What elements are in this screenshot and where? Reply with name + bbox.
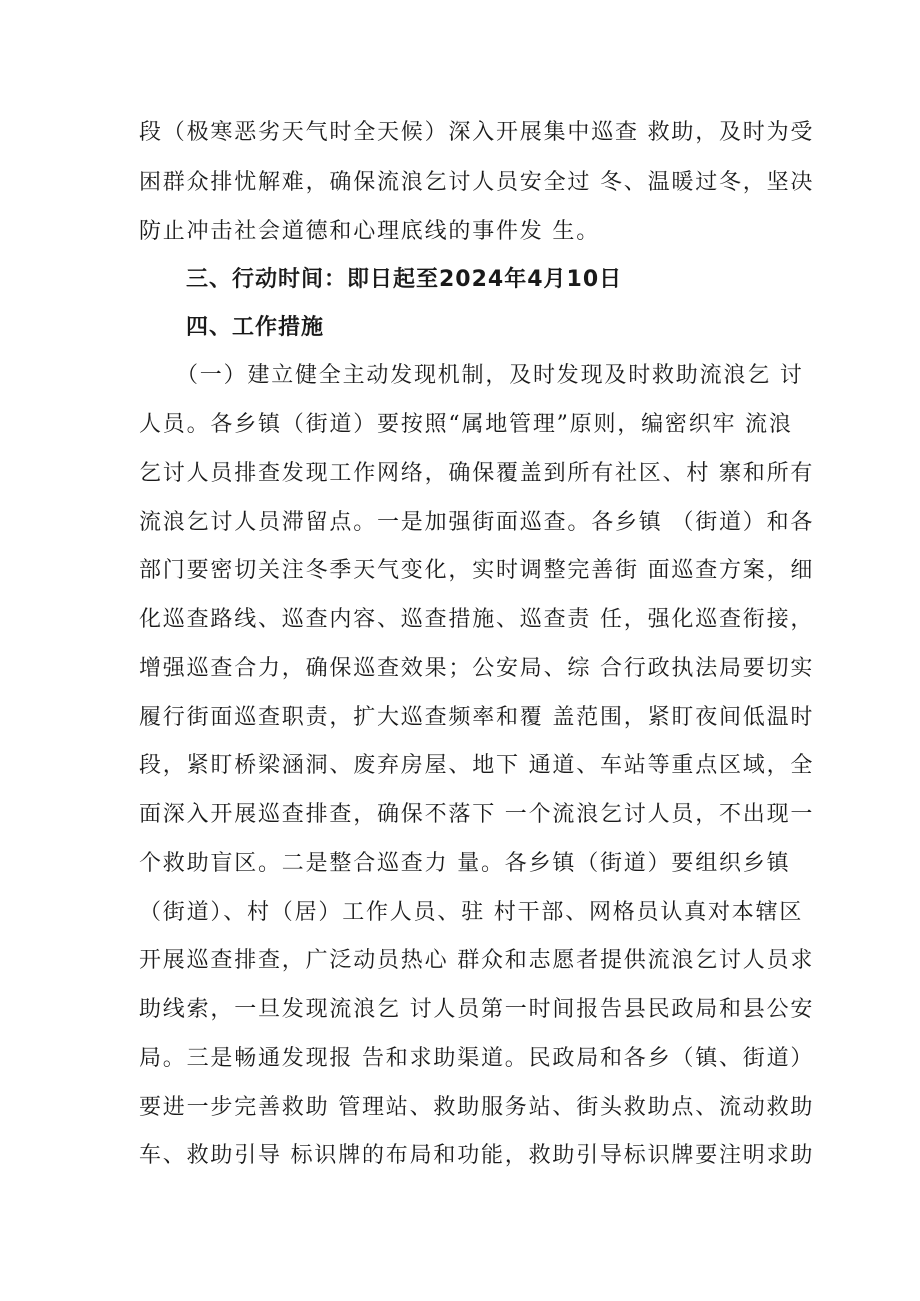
body-text-line: 段（极寒恶劣天气时全天候）深入开展集中巡查 救助，及时为受 bbox=[139, 120, 815, 145]
body-text-line: 段，紧盯桥梁涵洞、废弃房屋、地下 通道、车站等重点区域，全 bbox=[139, 753, 815, 778]
body-text-line: 开展巡查排查，广泛动员热心 群众和志愿者提供流浪乞讨人员求 bbox=[139, 948, 815, 973]
section-heading-action-time: 三、行动时间：即日起至2024年4月10日 bbox=[186, 267, 623, 292]
body-text-line: 个救助盲区。二是整合巡查力 量。各乡镇（街道）要组织乡镇 bbox=[139, 851, 791, 876]
body-text-line: 要进一步完善救助 管理站、救助服务站、街头救助点、流动救助 bbox=[139, 1095, 815, 1120]
body-text-line: 面深入开展巡查排查，确保不落下 一个流浪乞讨人员，不出现一 bbox=[139, 802, 815, 827]
subsection-first-paragraph-line: （一）建立健全主动发现机制，及时发现及时救助流浪乞 讨 bbox=[176, 363, 804, 388]
body-text-line: 乞讨人员排查发现工作网络，确保覆盖到所有社区、村 寨和所有 bbox=[139, 461, 815, 486]
body-text-line: 困群众排忧解难，确保流浪乞讨人员安全过 冬、温暖过冬，坚决 bbox=[139, 170, 815, 195]
body-text-line: 人员。各乡镇（街道）要按照“属地管理”原则，编密织牢 流浪 bbox=[139, 412, 793, 437]
body-text-line: 防止冲击社会道德和心理底线的事件发 生。 bbox=[139, 219, 600, 244]
section-heading-work-measures: 四、工作措施 bbox=[186, 315, 325, 340]
body-text-line: 履行街面巡查职责，扩大巡查频率和覆 盖范围，紧盯夜间低温时 bbox=[139, 705, 815, 730]
body-text-line: （街道）、村（居）工作人员、驻 村干部、网格员认真对本辖区 bbox=[139, 900, 804, 925]
body-text-line: 部门要密切关注冬季天气变化，实时调整完善街 面巡查方案，细 bbox=[139, 558, 815, 583]
body-text-line: 助线索，一旦发现流浪乞 讨人员第一时间报告县民政局和县公安 bbox=[139, 997, 815, 1022]
body-text-line: 化巡查路线、巡查内容、巡查措施、巡查责 任，强化巡查衔接， bbox=[139, 607, 815, 632]
body-text-line: 增强巡查合力，确保巡查效果；公安局、综 合行政执法局要切实 bbox=[139, 656, 815, 681]
body-text-line: 车、救助引导 标识牌的布局和功能，救助引导标识牌要注明求助 bbox=[139, 1143, 815, 1168]
body-text-line: 局。三是畅通发现报 告和求助渠道。民政局和各乡（镇、街道） bbox=[139, 1046, 815, 1071]
body-text-line: 流浪乞讨人员滞留点。一是加强街面巡查。各乡镇 （街道）和各 bbox=[139, 510, 815, 535]
